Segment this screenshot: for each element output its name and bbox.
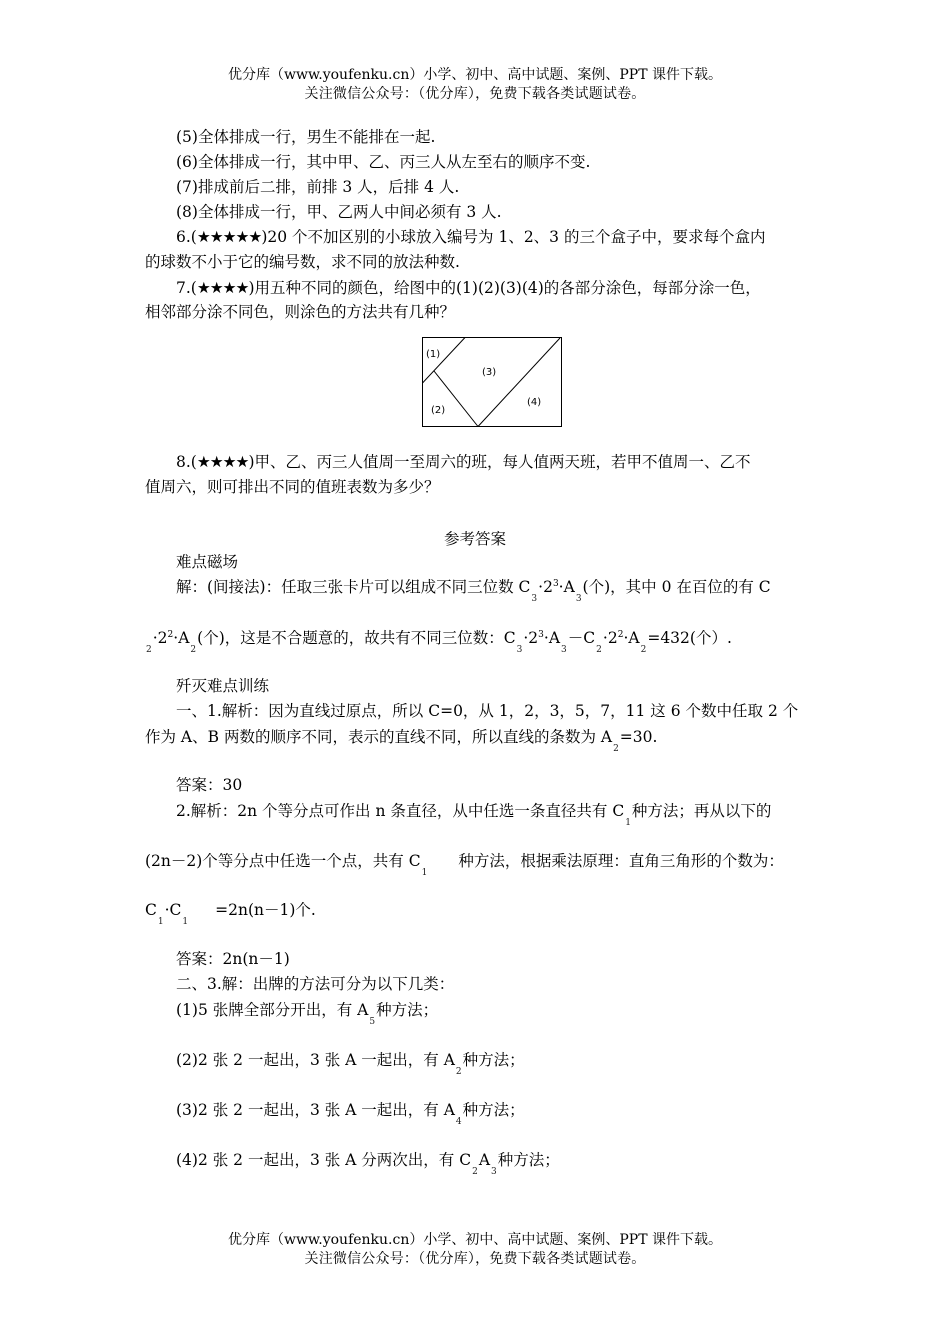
solution-text-c: (个)，这是不合题意的，故共有不同三位数：C (197, 629, 516, 647)
q2-line-2 (145, 850, 784, 878)
q8-text: )甲、乙、丙三人值周一至周六的班，每人值两天班，若甲不值周一、乙不 (248, 453, 751, 471)
q1-line-2 (145, 726, 658, 754)
exp: 3 (538, 630, 544, 640)
c-symbol: C (583, 629, 596, 647)
q2-text-c: (2n－2)个等分点中任选一个点，共有 C (145, 852, 421, 870)
c-sub: 3 (516, 645, 523, 655)
q7-difficulty-stars: ★★★★ (196, 279, 249, 297)
answers-title: 参考答案 (443, 530, 506, 548)
case-4-text: (4)2 张 2 一起出，3 张 A 分两次出，有 C (176, 1151, 472, 1169)
dot: · (173, 629, 179, 647)
figure-line-2 (434, 371, 478, 427)
a-symbol: A (563, 578, 575, 596)
q7-number: 7.( (176, 279, 197, 297)
footer-line-1: 优分库（www.youfenku.cn）小学、初中、高中试题、案例、PPT 课件下载。 (227, 1232, 722, 1248)
q8-difficulty-stars: ★★★★ (196, 453, 249, 471)
solution-text-b: (个)，其中 0 在百位的有 C (582, 578, 771, 596)
question-8-line-2: 值周六，则可排出不同的值班表数为多少？ (145, 478, 440, 496)
q1-line-1: 一、1.解析：因为直线过原点，所以 C=0，从 1，2，3，5，7，11 这 6 个数中任取 2 个 (176, 702, 799, 720)
case-1-tail: 种方法； (376, 1001, 439, 1019)
q2-text-b: 种方法；再从以下的 (631, 802, 772, 820)
c-symbol: C (145, 901, 157, 919)
header-line-1: 优分库（www.youfenku.cn）小学、初中、高中试题、案例、PPT 课件下载。 (227, 67, 722, 83)
question-6-line-1 (176, 226, 765, 248)
solution-line-2 (145, 627, 732, 655)
case-1 (176, 999, 439, 1027)
figure-label-2: (2) (431, 405, 446, 416)
a-symbol: A (628, 629, 640, 647)
a-symbol: A (178, 629, 190, 647)
minus: － (567, 629, 584, 647)
q2-text-a: 2.解析：2n 个等分点可作出 n 条直径，从中任选一条直径共有 C (176, 802, 625, 820)
figure-label-4: (4) (527, 397, 542, 408)
section-title-training: 歼灭难点训练 (176, 677, 270, 695)
case-4 (176, 1149, 560, 1177)
c-sub: 1 (182, 917, 189, 927)
figure-line-1 (423, 338, 466, 384)
problem-8: (8)全体排成一行，甲、乙两人中间必须有 3 人. (176, 203, 502, 221)
q6-number: 6.( (176, 228, 197, 246)
question-8-line-1 (176, 451, 751, 473)
figure-label-1: (1) (426, 349, 441, 360)
solution-text-d: =432(个）. (647, 629, 732, 647)
q1-text-c: =30. (619, 728, 658, 746)
exp: 2 (167, 630, 174, 640)
case-2-tail: 种方法； (462, 1051, 525, 1069)
page-footer (0, 1231, 950, 1269)
case-2-text: (2)2 张 2 一起出，3 张 A 一起出，有 A (176, 1051, 455, 1069)
dot: · (558, 578, 564, 596)
c-symbol: C (169, 901, 182, 919)
case-3-tail: 种方法； (462, 1101, 525, 1119)
problem-7: (7)排成前后二排，前排 3 人，后排 4 人. (176, 178, 460, 196)
a-sub: 3 (491, 1167, 497, 1177)
a-symbol: A (548, 629, 561, 647)
problem-6: (6)全体排成一行，其中甲、乙、丙三人从左至右的顺序不变. (176, 153, 591, 171)
dot: · (523, 629, 529, 647)
q6-difficulty-stars: ★★★★★ (196, 228, 262, 246)
c-sub: 3 (531, 594, 538, 604)
question-7-line-1 (176, 277, 761, 299)
c-sub: 1 (421, 868, 428, 878)
q8-number: 8.( (176, 453, 197, 471)
a-sub: 2 (640, 645, 647, 655)
c-sub: 2 (146, 645, 152, 655)
case-3-text: (3)2 张 2 一起出，3 张 A 一起出，有 A (176, 1101, 455, 1119)
c-sub: 2 (472, 1167, 478, 1177)
dot: · (538, 578, 544, 596)
a-sub: 5 (369, 1017, 376, 1027)
q3-intro: 二、3.解：出牌的方法可分为以下几类： (176, 975, 455, 993)
a-sub: 3 (561, 645, 567, 655)
figure-line-3 (478, 338, 560, 427)
a-sub: 4 (455, 1117, 462, 1127)
coloring-figure (422, 337, 562, 427)
page-header (0, 66, 950, 104)
question-7-line-2: 相邻部分涂不同色，则涂色的方法共有几种？ (145, 303, 456, 321)
q2-text-d: 种方法，根据乘法原理：直角三角形的个数为： (458, 852, 784, 870)
base: 2 (607, 629, 618, 647)
q7-text: )用五种不同的颜色，给图中的(1)(2)(3)(4)的各部分涂色，每部分涂一色， (248, 279, 761, 297)
problem-5: (5)全体排成一行，男生不能排在一起. (176, 128, 436, 146)
q2-line-3 (145, 899, 316, 927)
c-sub: 1 (625, 818, 631, 828)
section-title-difficulty: 难点磁场 (176, 553, 239, 571)
a-sub: 3 (575, 594, 582, 604)
case-1-text: (1)5 张牌全部分开出，有 A (176, 1001, 369, 1019)
q2-text-e: =2n(n－1)个. (215, 901, 316, 919)
case-2 (176, 1049, 525, 1077)
dot: · (164, 901, 170, 919)
c-sub: 1 (157, 917, 164, 927)
q1-answer: 答案：30 (176, 776, 243, 794)
base: 2 (543, 578, 553, 596)
question-6-line-2: 的球数不小于它的编号数，求不同的放法种数. (145, 253, 460, 271)
a-sub: 2 (455, 1067, 462, 1077)
exp: 2 (617, 630, 624, 640)
dot: · (602, 629, 608, 647)
case-4-tail: 种方法； (497, 1151, 560, 1169)
c-sub: 2 (596, 645, 602, 655)
case-3 (176, 1099, 525, 1127)
base: 2 (528, 629, 539, 647)
a-symbol: A (478, 1151, 491, 1169)
q1-text-b: 作为 A、B 两数的顺序不同，表示的直线不同，所以直线的条数为 A (145, 728, 613, 746)
q2-answer: 答案：2n(n－1) (176, 950, 290, 968)
q2-line-1 (176, 800, 772, 828)
a-sub: 2 (190, 645, 197, 655)
q6-text: )20 个不加区别的小球放入编号为 1、2、3 的三个盒子中，要求每个盒内 (261, 228, 766, 246)
footer-line-2: 关注微信公众号：（优分库），免费下载各类试题试卷。 (304, 1251, 646, 1267)
solution-text-a: 解：(间接法)：任取三张卡片可以组成不同三位数 C (176, 578, 531, 596)
solution-line-1 (176, 576, 771, 604)
header-line-2: 关注微信公众号：（优分库），免费下载各类试题试卷。 (304, 86, 646, 102)
dot: · (623, 629, 629, 647)
base: 2 (157, 629, 168, 647)
dot: · (152, 629, 158, 647)
exp: 3 (552, 579, 559, 589)
a-sub: 2 (613, 744, 619, 754)
dot: · (543, 629, 549, 647)
figure-label-3: (3) (482, 367, 497, 378)
